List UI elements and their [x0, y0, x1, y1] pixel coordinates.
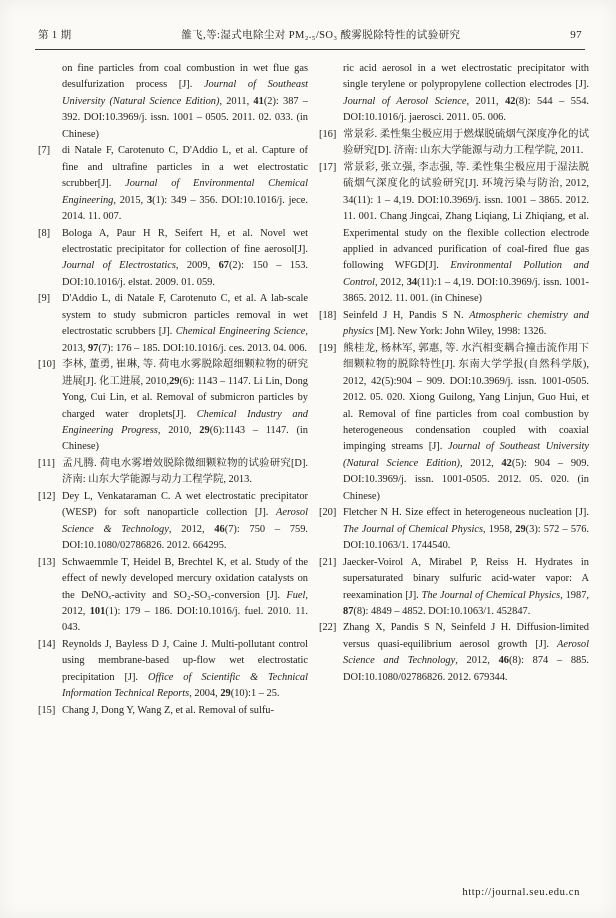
reference-label: [19] [319, 342, 337, 354]
reference-label: [11] [38, 457, 55, 469]
reference-label: [17] [319, 161, 337, 173]
reference-text: Schwaemmle T, Heidel B, Brechtel K, et al. Study of the effect of newly developed mercury oxidation catalysts on the DeNOₓ-activity and SO₂-SO₃-conversion [J]. Fuel, 2012, 101(1): 179 – 186. DOI:10.1016/j. fuel. 2010. 11. 043. [62, 556, 308, 634]
reference-item [319, 505, 589, 554]
reference-item [38, 489, 308, 555]
reference-label: [22] [319, 622, 337, 634]
reference-item [319, 308, 589, 341]
journal-url: http://journal.seu.edu.cn [462, 887, 580, 898]
reference-item [319, 160, 589, 308]
reference-label: [9] [38, 293, 51, 305]
page-header [38, 27, 582, 42]
reference-item [319, 555, 589, 621]
reference-text: Chang J, Dong Y, Wang Z, et al. Removal of sulfu- [62, 704, 274, 716]
reference-label: [15] [38, 704, 56, 716]
reference-item [38, 357, 308, 456]
reference-label: [18] [319, 309, 337, 321]
reference-label: [16] [319, 128, 337, 140]
reference-columns [38, 61, 589, 719]
reference-label: [7] [38, 145, 51, 157]
reference-item [38, 61, 308, 143]
reference-label: [13] [38, 556, 56, 568]
reference-text: Dey L, Venkataraman C. A wet electrostatic precipitator (WESP) for soft nanoparticle collection [J]. Aerosol Science & Technology, 2012, 46(7): 750 – 759. DOI:10.1080/02786826. 2012. 664295. [62, 490, 308, 552]
reference-item [38, 456, 308, 489]
reference-text: Reynolds J, Bayless D J, Caine J. Multi-pollutant control using membrane-based up-flow wet electrostatic precipitation [J]. Office of Scientific & Technical Information Technical Reports, 2004, 29(10):1 – 25. [62, 638, 308, 700]
page-number: 97 [570, 29, 582, 41]
page-footer [462, 887, 580, 898]
reference-item [38, 291, 308, 357]
reference-item [319, 61, 589, 127]
reference-text: Jaecker-Voirol A, Mirabel P, Reiss H. Hydrates in supersaturated binary sulfuric acid-water vapor: A reexamination [J]. The Journal of Chemical Physics, 1987, 87(8): 4849 – 4852. DOI:10.1063/1. 452847. [343, 556, 589, 617]
reference-text: ric acid aerosol in a wet electrostatic precipitator with single terylene or polypropylene collection electrodes [J]. Journal of Aerosol Science, 2011, 42(8): 544 – 554. DOI:10.1016/j. jaerosci. 2011. 05. 006. [343, 63, 589, 124]
reference-label: [21] [319, 556, 337, 568]
reference-label: [10] [38, 359, 56, 371]
reference-item [38, 143, 308, 225]
reference-item [38, 637, 308, 703]
reference-item [319, 127, 589, 160]
reference-item [38, 703, 308, 719]
reference-text: Seinfeld J H, Pandis S N. Atmospheric chemistry and physics [M]. New York: John Wiley, 1998: 1326. [343, 309, 590, 338]
reference-text: 熊桂龙, 杨林军, 郭惠, 等. 水汽相变耦合撞击流作用下细颗粒物的脱除特性[J]. 东南大学学报(自然科学版), 2012, 42(5):904 – 909. DOI:10.3969/j. issn. 1001-0505. 2012. 05. 020. Xiong Guilong, Yang Linjun, Guo Hui, et al. Removal of fine particles from coal combustion by heterogeneous condensation coupled with coaxial impinging streams [J]. Journal of Southeast University (Natural Science Edition), 2012, 42(5): 904 – 909. DOI:10.3969/j. issn. 1001-0505. 2012. 05. 020. (in Chinese) [343, 342, 590, 502]
reference-text: 孟凡腾. 荷电水雾增效脱除微细颗粒物的试验研究[D]. 济南: 山东大学能源与动力工程学院, 2013. [62, 457, 308, 486]
references-right-column [319, 61, 589, 719]
issue-label: 第 1 期 [38, 30, 72, 41]
references-left-column [38, 61, 308, 719]
reference-label: [20] [319, 507, 337, 519]
reference-text: Bologa A, Paur H R, Seifert H, et al. Novel wet electrostatic precipitator for collection of fine aerosol[J]. Journal of Electrostatics, 2009, 67(2): 150 – 153. DOI:10.1016/j. elstat. 2009. 01. 059. [62, 227, 309, 288]
reference-item [38, 226, 308, 292]
reference-label: [12] [38, 490, 56, 502]
reference-text: Zhang X, Pandis S N, Seinfeld J H. Diffusion-limited versus quasi-equilibrium aerosol growth [J]. Aerosol Science and Technology, 2012, 46(8): 874 – 885. DOI:10.1080/02786826. 2012. 679344. [343, 622, 590, 683]
reference-item [319, 341, 589, 506]
header-divider [35, 49, 585, 50]
reference-label: [14] [38, 638, 56, 650]
reference-text: Fletcher N H. Size effect in heterogeneous nucleation [J]. The Journal of Chemical Physics, 1958, 29(3): 572 – 576. DOI:10.1063/1. 1744540. [343, 507, 590, 552]
reference-text: D'Addio L, di Natale F, Carotenuto C, et al. A lab-scale system to study submicron particles removal in wet electrostatic scrubbers [J]. Chemical Engineering Science, 2013, 97(7): 176 – 185. DOI:10.1016/j. ces. 2013. 04. 006. [62, 293, 308, 354]
reference-text: on fine particles from coal combustion in wet flue gas desulfurization process [J]. Journal of Southeast University (Natural Science Edition), 2011, 41(2): 387 – 392. DOI:10.3969/j. issn. 1001 – 0505. 2011. 02. 033. (in Chinese) [62, 63, 309, 140]
reference-text: 李林, 董勇, 崔琳, 等. 荷电水雾脱除超细颗粒物的研究进展[J]. 化工进展, 2010,29(6): 1143 – 1147. Li Lin, Dong Yong, Cui Lin, et al. Removal of submicron particles by charged water droplets[J]. Chemical Industry and Engineering Progress, 2010, 29(6):1143 – 1147. (in Chinese) [62, 359, 309, 453]
reference-text: di Natale F, Carotenuto C, D'Addio L, et al. Capture of fine and ultrafine particles in a wet electrostatic scrubber[J]. Journal of Environmental Chemical Engineering, 2015, 3(1): 349 – 356. DOI:10.1016/j. jece. 2014. 11. 007. [62, 145, 309, 223]
running-title: 雒飞,等:湿式电除尘对 PM₂.₅/SO₃ 酸雾脱除特性的试验研究 [181, 30, 461, 41]
reference-label: [8] [38, 227, 51, 239]
reference-text: 常景彩. 柔性集尘极应用于燃煤脱硫烟气深度净化的试验研究[D]. 济南: 山东大学能源与动力工程学院, 2011. [343, 128, 589, 157]
reference-text: 常景彩, 张立强, 李志强, 等. 柔性集尘极应用于湿法脱硫烟气深度化的试验研究[J]. 环境污染与防治, 2012, 34(11): 1 – 4,19. DOI:10.3969/j. issn. 1001 – 3865. 2012. 11. 001. Chang Jingcai, Zhang Liqiang, Li Zhiqiang, et al. Experimental study on the flexible collection electrode applied in advanced purification of coal-fired flue gas following WFGD[J]. Environmental Pollution and Control, 2012, 34(11):1 – 4,19. DOI:10.3969/j. issn. 1001-3865. 2012. 11. 001. (in Chinese) [343, 161, 589, 305]
reference-item [319, 620, 589, 686]
reference-item [38, 555, 308, 637]
